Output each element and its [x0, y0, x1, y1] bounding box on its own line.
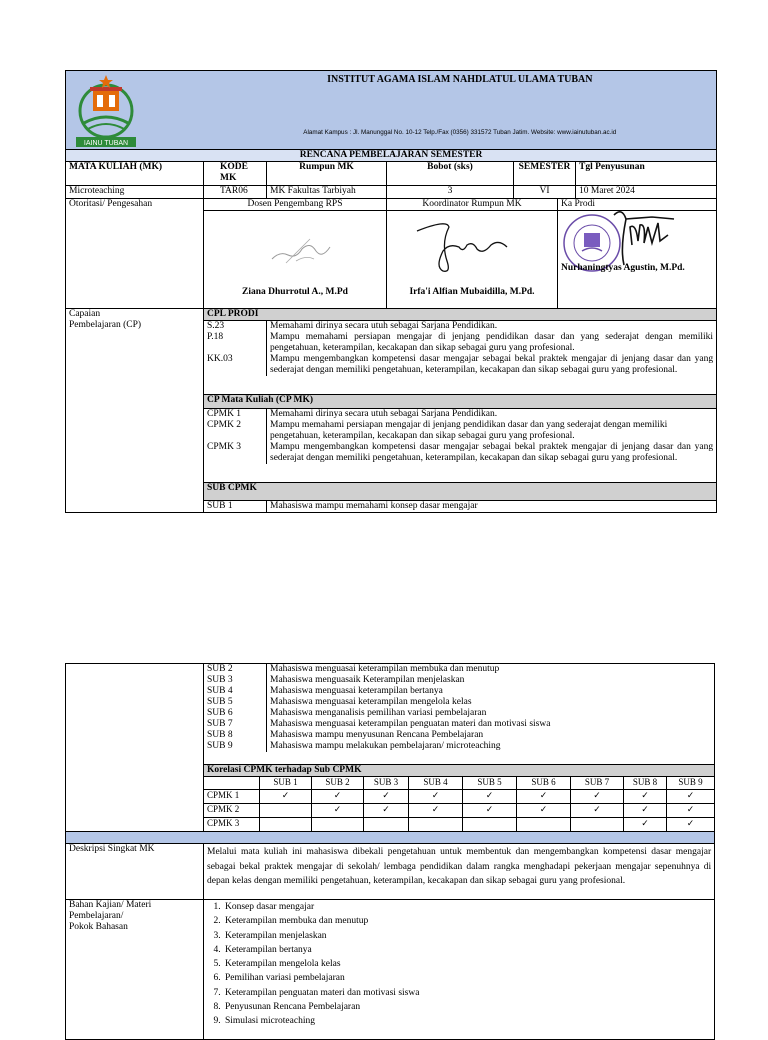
list-item: SUB 6 Mahasiswa menganalisis pemilihan variasi pembelajaran [204, 708, 714, 719]
sub-cpmk-heading: SUB CPMK [204, 483, 717, 501]
check-icon: ✓ [667, 790, 715, 804]
head-name: Nurhaningtyas Agustin, M.Pd. [561, 263, 685, 273]
check-icon: ✓ [463, 804, 517, 818]
list-item: SUB 5 Mahasiswa menguasai keterampilan mengelola kelas [204, 697, 714, 708]
check-icon: ✓ [312, 804, 364, 818]
list-item: 5. Keterampilan mengelola kelas [223, 957, 711, 971]
correlation-col: SUB 3 [364, 777, 409, 790]
sub-cpmk-list-page-1 [204, 501, 717, 513]
list-item: CPMK 1 Memahami dirinya secara utuh sebagai Sarjana Pendidikan. [204, 409, 716, 420]
authorization-label: Otoritasi/ Pengesahan [66, 199, 204, 309]
col-course-name-header: MATA KULIAH (MK) [66, 162, 204, 186]
empty-cell [260, 804, 312, 818]
cpmk-list [204, 409, 717, 483]
empty-cell [312, 818, 364, 832]
institution-name: INSTITUT AGAMA ISLAM NAHDLATUL ULAMA TUBAN [327, 74, 593, 85]
correlation-col: SUB 6 [517, 777, 571, 790]
institution-address: Alamat Kampus : Jl. Manunggal No. 10-12 Telp./Fax (0356) 331572 Tuban Jatim. Website: www.iainutuban.ac.id [303, 129, 617, 136]
correlation-col: SUB 2 [312, 777, 364, 790]
correlation-heading: Korelasi CPMK terhadap Sub CPMK [204, 765, 715, 777]
cpl-list [204, 321, 717, 395]
svg-text:IAINU TUBAN: IAINU TUBAN [83, 140, 129, 147]
coordinator-signature-cell [387, 211, 558, 309]
cpl-heading: CPL PRODI [204, 309, 717, 321]
list-item: CPMK 3 Mampu mengembangkan kompetensi dasar mengajar sebagai bekal praktek mengajar di jenjang dasar dan yang sederajat dengan memiliki pengetahuan, keterampilan, kecakapan dan sikap sebagai guru yang profesional. [204, 442, 716, 464]
course-name: Microteaching [66, 186, 204, 199]
developer-signature-icon [266, 229, 336, 269]
correlation-col: SUB 8 [624, 777, 667, 790]
check-icon: ✓ [571, 804, 624, 818]
check-icon: ✓ [517, 804, 571, 818]
correlation-col: SUB 4 [409, 777, 463, 790]
cpmk-heading: CP Mata Kuliah (CP MK) [204, 395, 717, 409]
description-text: Melalui mata kuliah ini mahasiswa dibekali pengetahuan untuk membentuk dan mengembangkan kompetensi dasar mengajar sebagai bekal praktek mengajar di sekolah/ lembaga pendidikan dalam rangka menghadapi pekerjaan mengajar sepenuhnya di depan kelas dengan memiliki pengetahuan, keterampilan, kecakapan dan sikap sebagai guru yang profesional. [204, 844, 715, 900]
check-icon: ✓ [463, 790, 517, 804]
check-icon: ✓ [409, 790, 463, 804]
list-item: SUB 1 Mahasiswa mampu memahami konsep dasar mengajar [204, 501, 716, 512]
list-item: SUB 9 Mahasiswa mampu melakukan pembelajaran/ microteaching [204, 741, 714, 752]
rps-table-page-1 [65, 70, 717, 513]
list-item: 3. Keterampilan menjelaskan [223, 929, 711, 943]
list-item: 1. Konsep dasar mengajar [223, 900, 711, 914]
list-item: 6. Pemilihan variasi pembelajaran [223, 971, 711, 985]
check-icon: ✓ [624, 790, 667, 804]
correlation-row-label: CPMK 1 [204, 790, 260, 804]
faculty-stamp-icon [556, 205, 706, 289]
col-semester-header: SEMESTER [514, 162, 576, 186]
logo-cell [66, 71, 204, 150]
list-item: SUB 7 Mahasiswa menguasai keterampilan penguatan materi dan motivasi siswa [204, 719, 714, 730]
correlation-col: SUB 7 [571, 777, 624, 790]
check-icon: ✓ [624, 818, 667, 832]
materials-label: Bahan Kajian/ Materi Pembelajaran/ Pokok Bahasan [66, 900, 204, 1040]
list-item: 2. Keterampilan membuka dan menutup [223, 914, 711, 928]
col-date-header: Tgl Penyusunan [576, 162, 717, 186]
head-signature-cell [558, 211, 717, 309]
course-code: TAR06 [204, 186, 267, 199]
list-item: 7. Keterampilan penguatan materi dan motivasi siswa [223, 986, 711, 1000]
correlation-col: SUB 1 [260, 777, 312, 790]
empty-cell [409, 818, 463, 832]
check-icon: ✓ [260, 790, 312, 804]
empty-cell [463, 818, 517, 832]
list-item: SUB 8 Mahasiswa mampu menyusunan Rencana Pembelajaran [204, 730, 714, 741]
developer-signature-cell [204, 211, 387, 309]
course-credits: 3 [387, 186, 514, 199]
check-icon: ✓ [364, 804, 409, 818]
correlation-row-label: CPMK 2 [204, 804, 260, 818]
correlation-col: SUB 9 [667, 777, 715, 790]
correlation-row-label: CPMK 3 [204, 818, 260, 832]
cp-continued-cell [66, 664, 204, 832]
check-icon: ✓ [624, 804, 667, 818]
empty-cell [571, 818, 624, 832]
list-item: SUB 4 Mahasiswa menguasai keterampilan bertanya [204, 686, 714, 697]
check-icon: ✓ [409, 804, 463, 818]
sub-cpmk-list-page-2 [204, 664, 715, 765]
list-item: KK.03 Mampu mengembangkan kompetensi dasar mengajar sebagai bekal praktek mengajar di jenjang dasar dan yang sederajat dengan memiliki pengetahuan, keterampilan, kecakapan dan sikap sebagai guru yang profesional. [204, 354, 716, 376]
empty-cell [364, 818, 409, 832]
check-icon: ✓ [667, 804, 715, 818]
col-cluster-header: Rumpun MK [267, 162, 387, 186]
list-item: S.23 Memahami dirinya secara utuh sebagai Sarjana Pendidikan. [204, 321, 716, 332]
head-title: Ka Prodi [558, 199, 717, 211]
document-title: RENCANA PEMBELAJARAN SEMESTER [66, 150, 717, 162]
check-icon: ✓ [364, 790, 409, 804]
materials-list [204, 900, 715, 1040]
list-item: SUB 2 Mahasiswa menguasai keterampilan membuka dan menutup [204, 664, 714, 675]
correlation-col: SUB 5 [463, 777, 517, 790]
list-item: 4. Keterampilan bertanya [223, 943, 711, 957]
coordinator-name: Irfa'i Alfian Mubaidilla, M.Pd. [409, 287, 535, 297]
empty-cell [517, 818, 571, 832]
check-icon: ✓ [667, 818, 715, 832]
empty-cell [260, 818, 312, 832]
rps-table-page-2 [65, 663, 715, 1040]
list-item: CPMK 2 Mampu memahami persiapan mengajar di jenjang pendidikan dasar dan yang sederajat dengan memiliki pengetahuan, keterampilan, kecakapan dan sikap sebagai guru yang profesional. [204, 420, 716, 442]
cp-label: Capaian Pembelajaran (CP) [66, 309, 204, 513]
check-icon: ✓ [571, 790, 624, 804]
list-item: 9. Simulasi microteaching [223, 1014, 711, 1028]
course-cluster: MK Fakultas Tarbiyah [267, 186, 387, 199]
col-code-header: KODE MK [204, 162, 267, 186]
section-divider [66, 832, 715, 844]
course-semester: VI [514, 186, 576, 199]
institution-header [204, 71, 717, 150]
description-label: Deskripsi Singkat MK [66, 844, 204, 900]
check-icon: ✓ [312, 790, 364, 804]
col-credits-header: Bobot (sks) [387, 162, 514, 186]
list-item: SUB 3 Mahasiswa menguasaik Keterampilan menjelaskan [204, 675, 714, 686]
list-item: P.18 Mampu memahami persiapan mengajar di jenjang pendidikan dasar dan yang sederajat dengan memiliki pengetahuan, keterampilan, kecakapan dan sikap sebagai guru yang profesional. [204, 332, 716, 354]
coordinator-signature-icon [407, 217, 517, 275]
iainu-logo-icon [66, 71, 146, 149]
coordinator-title: Koordinator Rumpun MK [387, 199, 558, 211]
developer-title: Dosen Pengembang RPS [204, 199, 387, 211]
developer-name: Ziana Dhurrotul A., M.Pd [242, 287, 348, 297]
check-icon: ✓ [517, 790, 571, 804]
course-date: 10 Maret 2024 [576, 186, 717, 199]
list-item: 8. Penyusunan Rencana Pembelajaran [223, 1000, 711, 1014]
